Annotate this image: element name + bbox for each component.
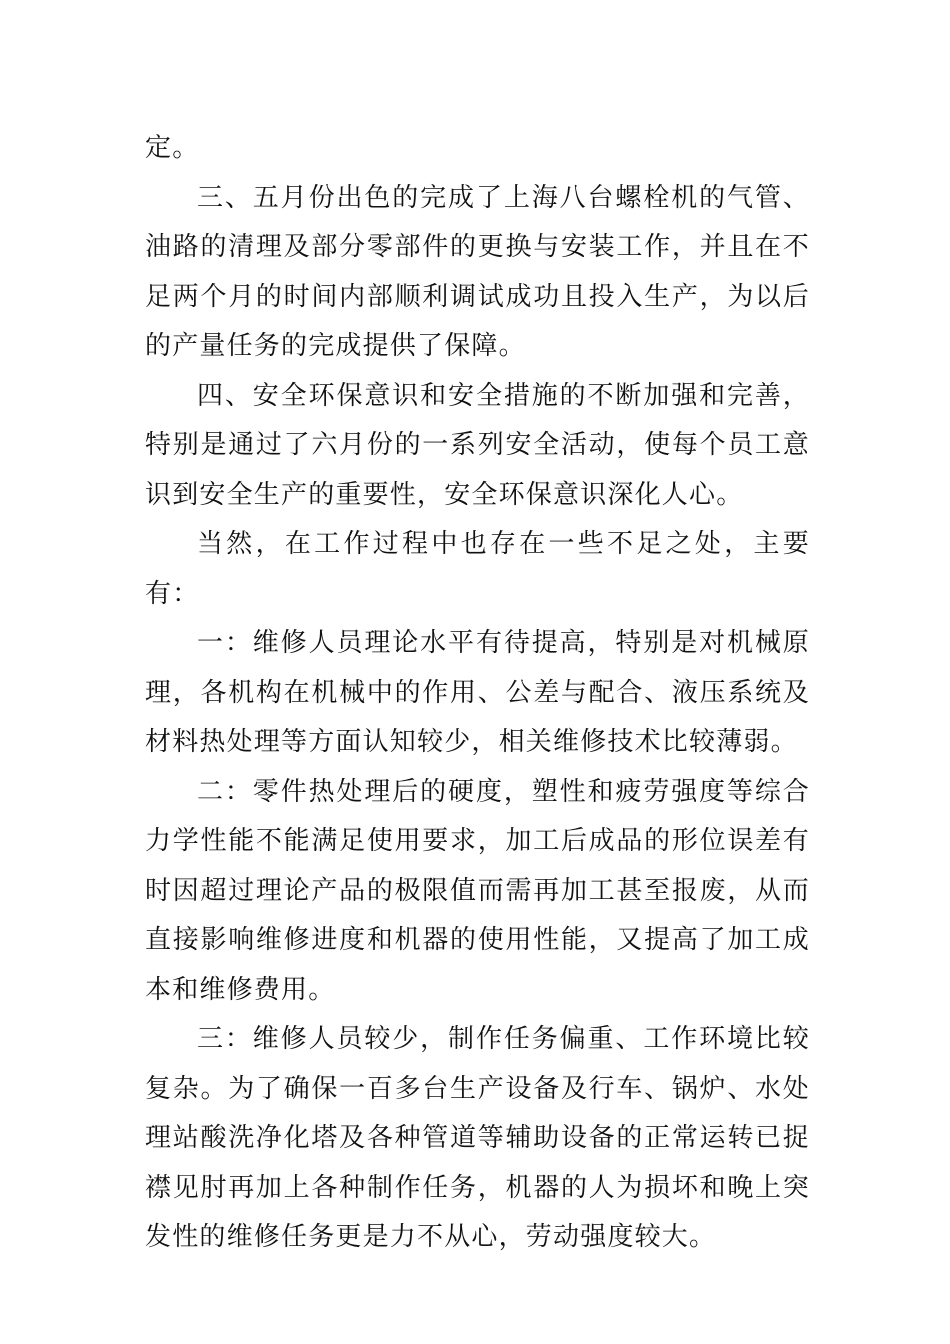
- paragraph-shortcoming-three: 三：维修人员较少，制作任务偏重、工作环境比较复杂。为了确保一百多台生产设备及行车、锅炉、水处理站酸洗净化塔及各种管道等辅助设备的正常运转已捉襟见肘再加上各种制作任务，机器的人为损坏和晚上突发性的维修任务更是力不从心，劳动强度较大。: [145, 1024, 810, 1252]
- paragraph-shortcoming-two: 二：零件热处理后的硬度，塑性和疲劳强度等综合力学性能不能满足使用要求，加工后成品的形位误差有时因超过理论产品的极限值而需再加工甚至报废，从而直接影响维修进度和机器的使用性能，又提高了加工成本和维修费用。: [145, 776, 810, 1005]
- paragraph-continuation: 定。: [145, 133, 200, 163]
- paragraph-item-three-may: 三、五月份出色的完成了上海八台螺栓机的气管、油路的清理及部分零部件的更换与安装工作，并且在不足两个月的时间内部顺利调试成功且投入生产，为以后的产量任务的完成提供了保障。: [145, 182, 810, 361]
- paragraph-item-four-safety: 四、安全环保意识和安全措施的不断加强和完善，特别是通过了六月份的一系列安全活动，使每个员工意识到安全生产的重要性，安全环保意识深化人心。: [145, 380, 810, 510]
- paragraph-shortcomings-intro: 当然，在工作过程中也存在一些不足之处，主要有：: [145, 529, 810, 609]
- document-page: [145, 124, 810, 1263]
- paragraph-shortcoming-one: 一：维修人员理论水平有待提高，特别是对机械原理，各机构在机械中的作用、公差与配合、液压系统及材料热处理等方面认知较少，相关维修技术比较薄弱。: [145, 628, 810, 757]
